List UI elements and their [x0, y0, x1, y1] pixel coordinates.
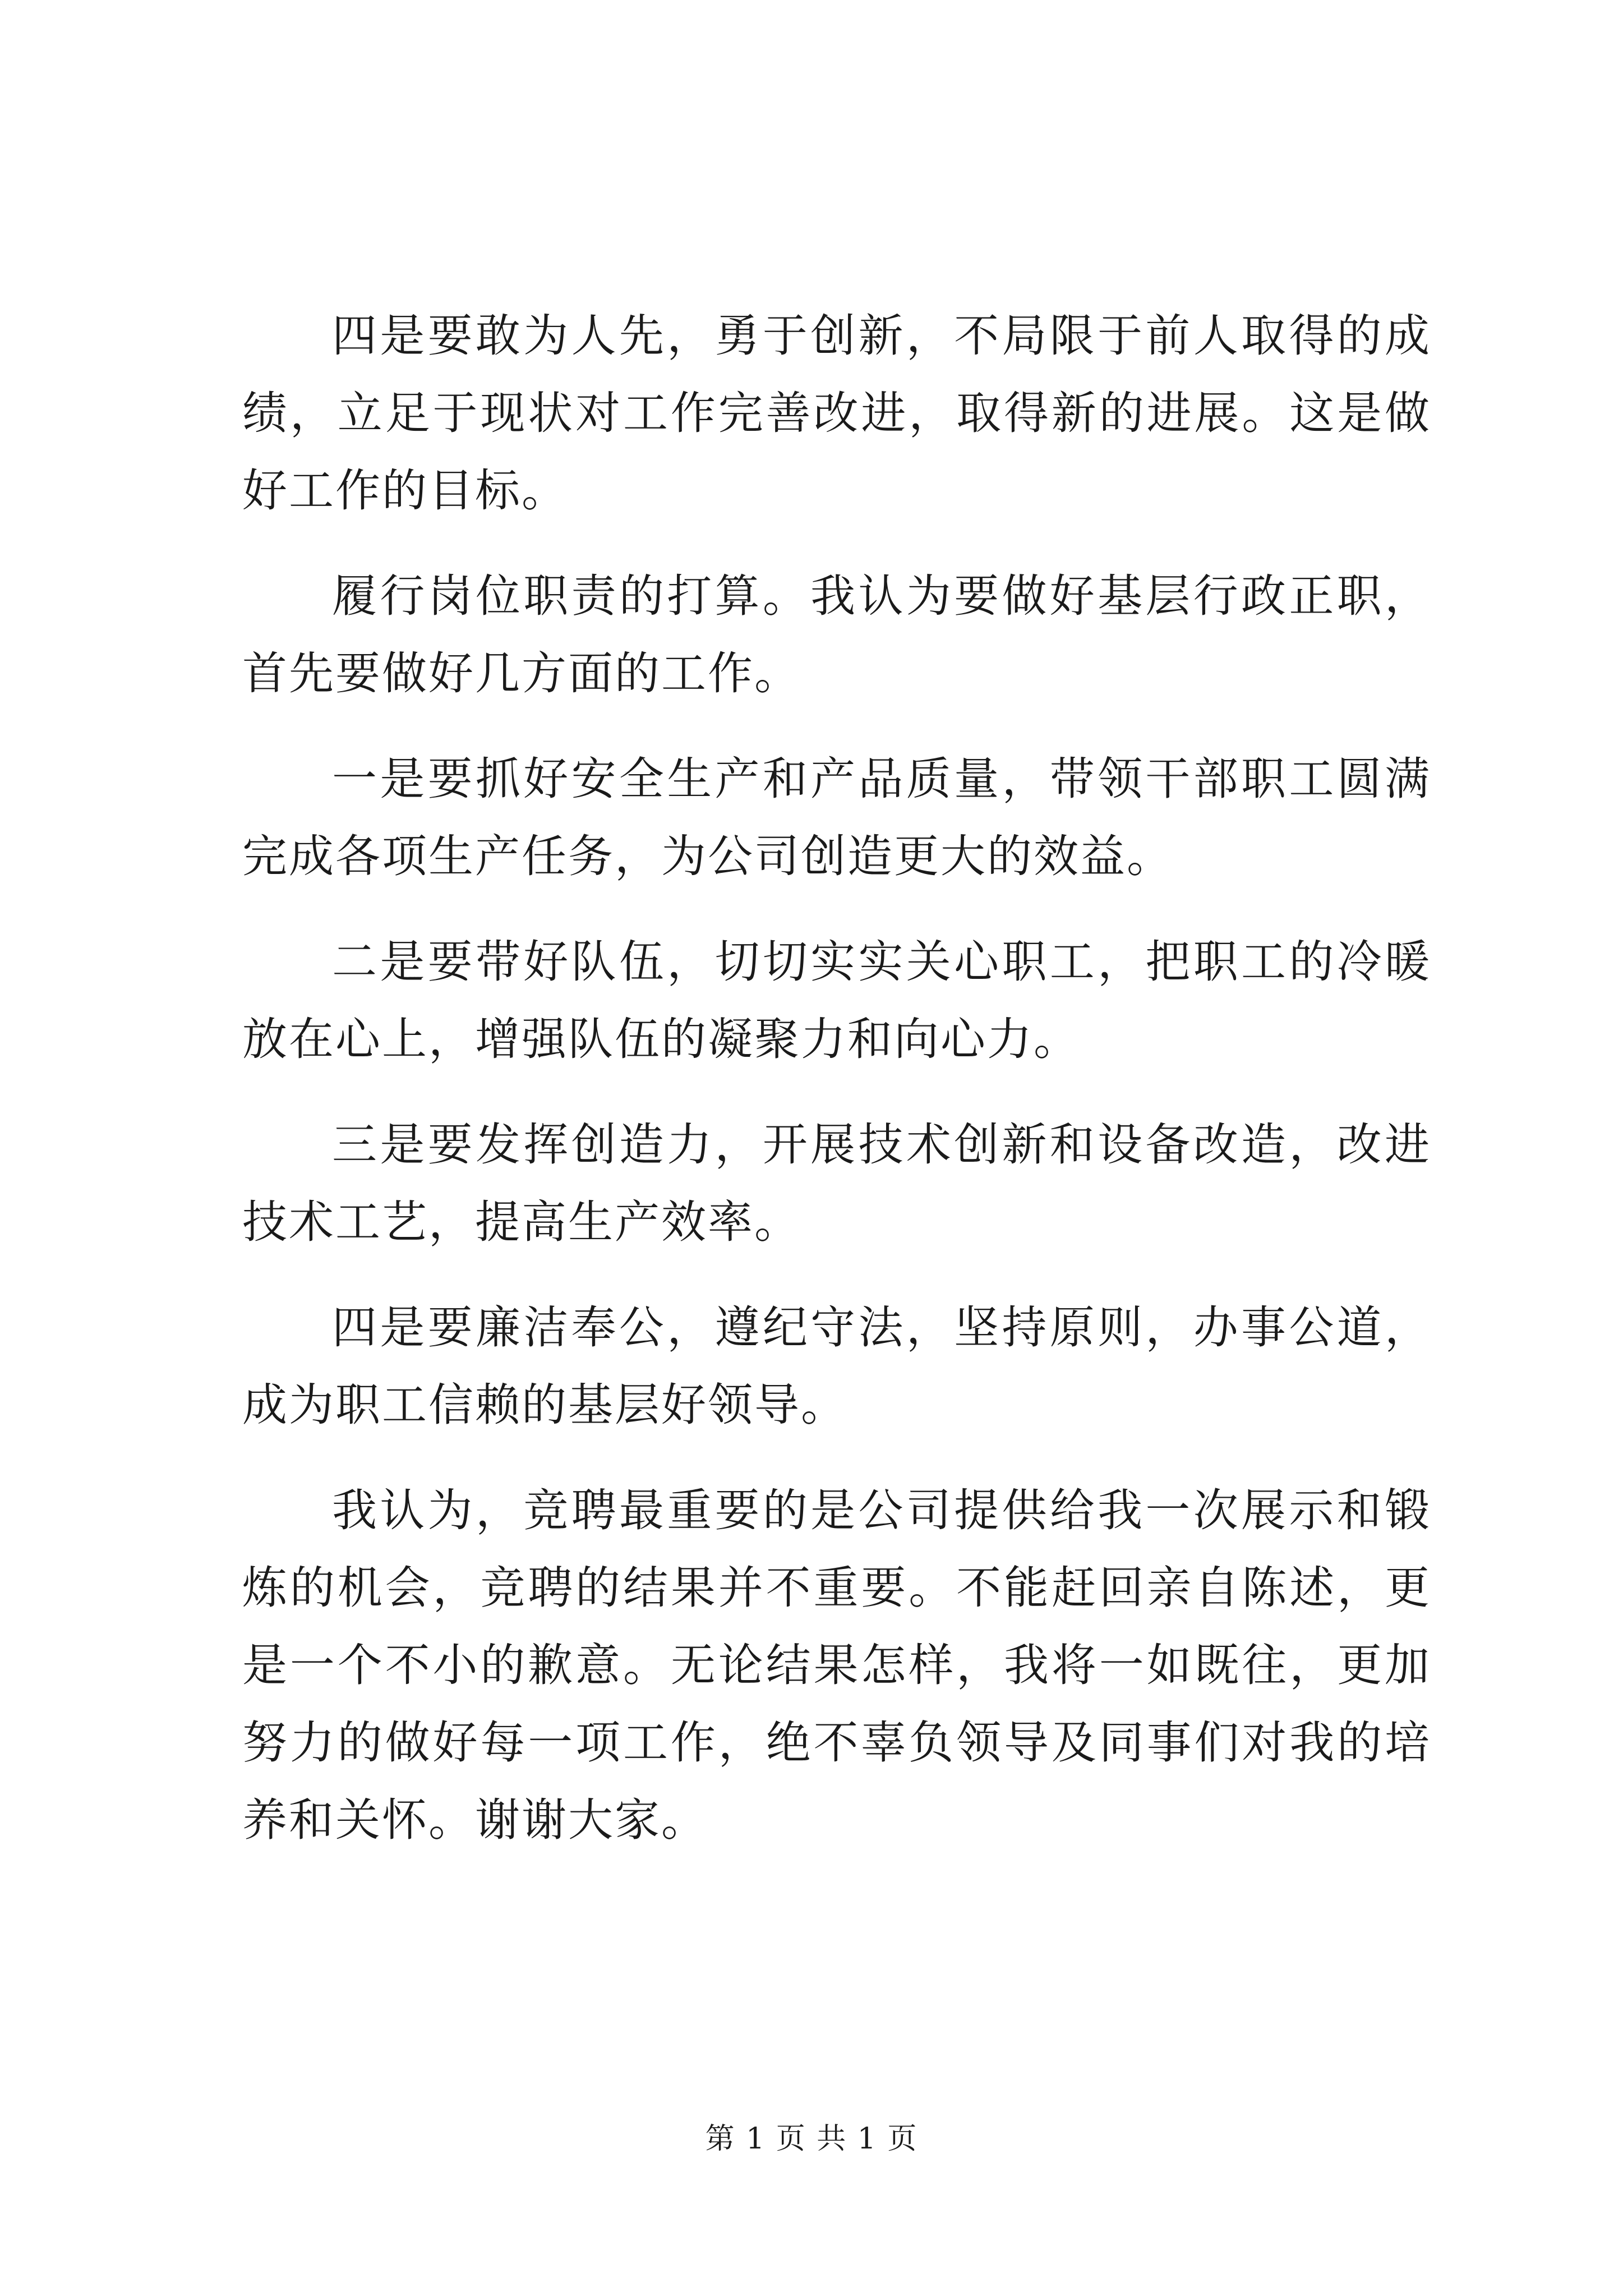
page-number: 第 1 页 共 1 页	[705, 2122, 918, 2156]
paragraph: 履行岗位职责的打算。我认为要做好基层行政正职，首先要做好几方面的工作。	[242, 570, 1431, 700]
document-body	[242, 297, 1431, 1887]
paragraph: 四是要廉洁奉公，遵纪守法，坚持原则，办事公道，成为职工信赖的基层好领导。	[242, 1301, 1431, 1431]
page-footer	[0, 2119, 1623, 2159]
paragraph: 我认为，竞聘最重要的是公司提供给我一次展示和锻炼的机会，竞聘的结果并不重要。不能赶回亲自陈述，更是一个不小的歉意。无论结果怎样，我将一如既往，更加努力的做好每一项工作，绝不辜负领导及同事们对我的培养和关怀。谢谢大家。	[242, 1484, 1431, 1846]
paragraph: 一是要抓好安全生产和产品质量，带领干部职工圆满完成各项生产任务，为公司创造更大的效益。	[242, 753, 1431, 882]
paragraph: 四是要敢为人先，勇于创新，不局限于前人取得的成绩，立足于现状对工作完善改进，取得新的进展。这是做好工作的目标。	[242, 310, 1431, 517]
paragraph: 二是要带好队伍，切切实实关心职工，把职工的冷暖放在心上，增强队伍的凝聚力和向心力。	[242, 936, 1431, 1065]
paragraph: 三是要发挥创造力，开展技术创新和设备改造，改进技术工艺，提高生产效率。	[242, 1119, 1431, 1248]
